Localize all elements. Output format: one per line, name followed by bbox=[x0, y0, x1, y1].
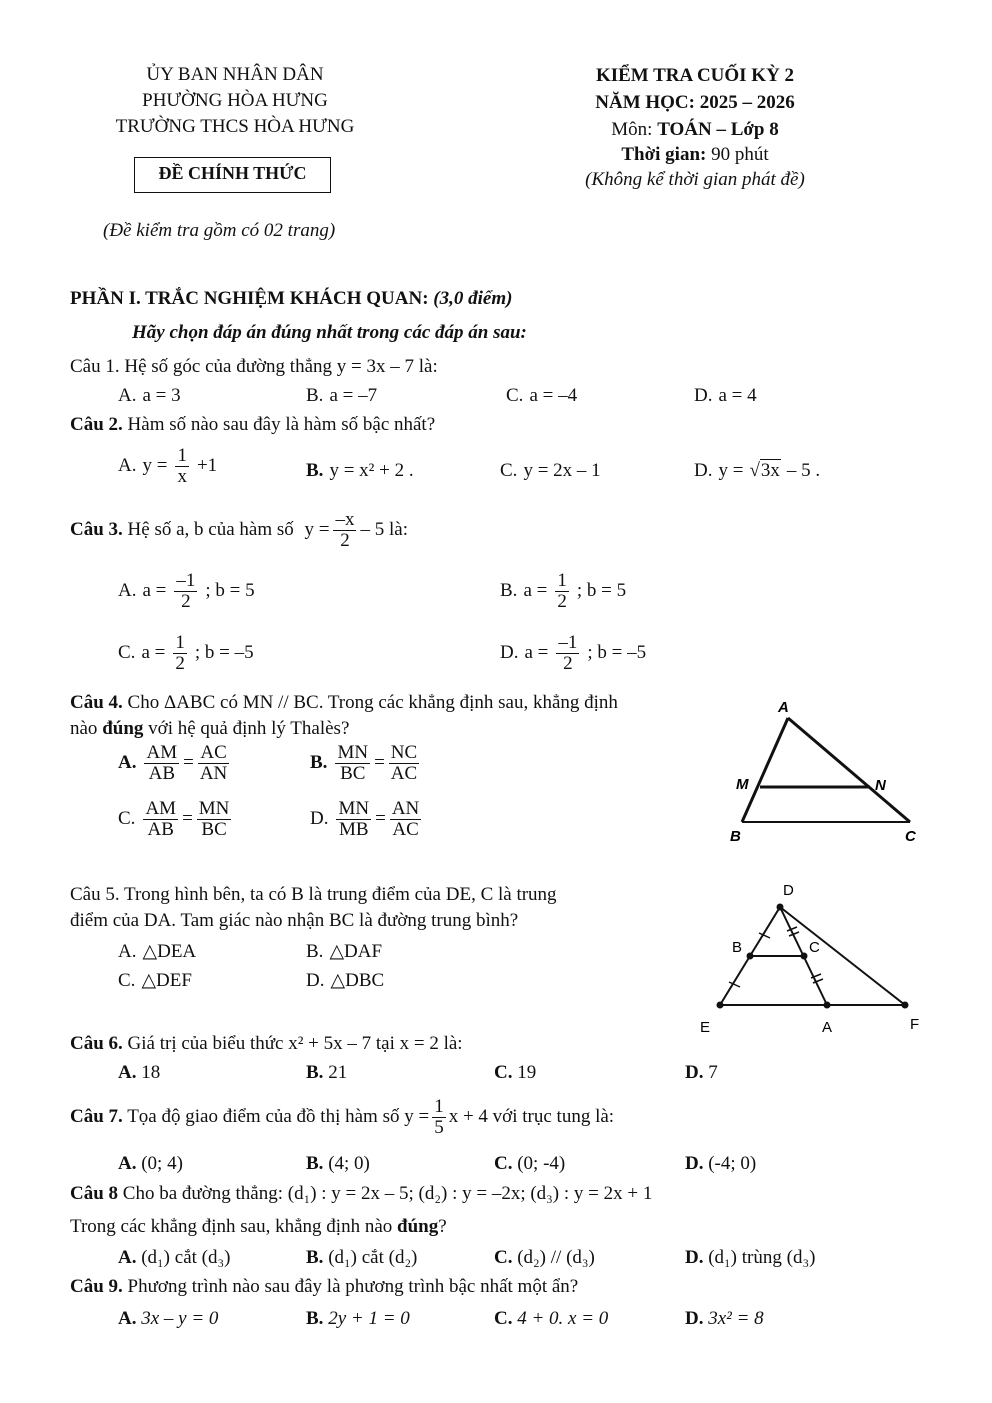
option-text: ; b = –5 bbox=[587, 642, 647, 664]
numerator: MN bbox=[198, 798, 230, 819]
denominator: 2 bbox=[557, 590, 567, 612]
point-e bbox=[717, 1002, 724, 1009]
numerator: –1 bbox=[176, 570, 196, 591]
option-text: a = 3 bbox=[142, 385, 181, 406]
option-letter: B. bbox=[500, 580, 518, 602]
q1-option-c[interactable] bbox=[506, 385, 577, 407]
q1-option-d[interactable] bbox=[694, 385, 757, 407]
label-a: A bbox=[778, 699, 789, 716]
point-f bbox=[902, 1002, 909, 1009]
option-text: – 5 . bbox=[786, 460, 821, 481]
official-stamp-text: ĐỀ CHÍNH THỨC bbox=[158, 163, 307, 183]
denominator: AN bbox=[199, 762, 228, 784]
option-letter: A. bbox=[118, 455, 137, 477]
expr-text: – 5 bbox=[360, 519, 385, 541]
option-text: ; b = 5 bbox=[576, 580, 627, 602]
option-letter: C. bbox=[506, 385, 524, 406]
question-expr: y = 3x – 7 bbox=[336, 356, 414, 377]
expr-text: y = bbox=[404, 1106, 430, 1128]
expr-text: y = bbox=[304, 519, 330, 541]
option-text: 21 bbox=[323, 1062, 348, 1083]
option-text: y = x² + 2 . bbox=[329, 460, 414, 481]
q4-option-c[interactable] bbox=[118, 799, 233, 840]
denominator: AC bbox=[390, 762, 418, 784]
authority-name: ỦY BAN NHÂN DÂN bbox=[146, 64, 324, 85]
q9-option-d[interactable] bbox=[685, 1308, 764, 1330]
part1-points: (3,0 điểm) bbox=[433, 288, 513, 309]
option-letter: A. bbox=[118, 1247, 137, 1268]
option-text: a = bbox=[141, 642, 166, 664]
q7-option-a[interactable] bbox=[118, 1153, 183, 1175]
exam-title: KIỂM TRA CUỐI KỲ 2 bbox=[595, 65, 795, 86]
fraction bbox=[335, 743, 370, 784]
fraction bbox=[175, 446, 189, 487]
option-letter: D. bbox=[500, 642, 519, 664]
question-text: Hệ số a, b của hàm số bbox=[122, 519, 299, 541]
numerator: MN bbox=[337, 742, 369, 763]
option-text: (0; -4) bbox=[512, 1153, 566, 1174]
option-letter: A. bbox=[118, 752, 137, 774]
option-letter: D. bbox=[685, 1308, 704, 1329]
question-8 bbox=[70, 1183, 652, 1205]
question-9 bbox=[70, 1276, 578, 1298]
numerator: 1 bbox=[434, 1096, 444, 1117]
option-letter: D. bbox=[310, 808, 329, 830]
q4-option-a[interactable] bbox=[118, 743, 231, 784]
option-letter: A. bbox=[118, 1062, 137, 1083]
equals-sign: = bbox=[183, 752, 194, 774]
q3-option-c[interactable] bbox=[118, 633, 254, 674]
option-letter: A. bbox=[118, 385, 137, 406]
ward-name: PHƯỜNG HÒA HƯNG bbox=[142, 90, 328, 111]
question-label: Câu 2. bbox=[70, 414, 123, 435]
q2-option-b[interactable] bbox=[306, 460, 414, 482]
numerator: AC bbox=[200, 742, 227, 763]
question-lines: (d₁) : y = 2x – 5; (d₂) : y = –2x; (d₃) : y = 2x + 1 bbox=[287, 1183, 653, 1204]
question-4-line1 bbox=[70, 692, 618, 714]
question-text: Hệ số góc của đường thẳng bbox=[119, 356, 337, 377]
pages-note: (Đề kiểm tra gồm có 02 trang) bbox=[103, 220, 336, 241]
denominator: AB bbox=[148, 762, 175, 784]
question-label: Câu 9. bbox=[70, 1276, 123, 1297]
denominator: 5 bbox=[434, 1116, 444, 1138]
fraction bbox=[174, 571, 197, 612]
q5-option-c[interactable] bbox=[118, 969, 192, 992]
equals-sign: = bbox=[182, 808, 193, 830]
q8-option-d[interactable] bbox=[685, 1247, 815, 1269]
label-n: N bbox=[875, 777, 886, 794]
q1-option-b[interactable] bbox=[306, 385, 377, 407]
option-text: △DEA bbox=[142, 941, 197, 962]
option-text: △DBC bbox=[330, 970, 385, 991]
numerator: 1 bbox=[557, 570, 567, 591]
label-e: E bbox=[700, 1019, 711, 1036]
segment-ab bbox=[742, 718, 788, 822]
option-letter: C. bbox=[494, 1247, 513, 1268]
emphasis: đúng bbox=[102, 718, 144, 739]
option-letter: C. bbox=[118, 642, 136, 664]
fraction bbox=[432, 1097, 446, 1138]
question-label: Câu 6. bbox=[70, 1033, 123, 1054]
q6-option-b[interactable] bbox=[306, 1062, 347, 1084]
option-text: 3x² = 8 bbox=[703, 1308, 764, 1329]
option-text: a = –7 bbox=[329, 385, 378, 406]
question-text: Trong hình bên, ta có B là trung điểm của DE, C là trung bbox=[119, 884, 557, 905]
question-text: với hệ quả định lý Thalès? bbox=[143, 718, 350, 739]
numerator: NC bbox=[390, 742, 418, 763]
denominator: BC bbox=[201, 818, 227, 840]
option-text: 19 bbox=[512, 1062, 537, 1083]
q2-option-d[interactable] bbox=[694, 460, 820, 482]
option-letter: A. bbox=[118, 1308, 137, 1329]
option-text: (d₁) cắt (d₃) bbox=[136, 1247, 231, 1268]
option-text: (4; 0) bbox=[323, 1153, 370, 1174]
denominator: AB bbox=[147, 818, 174, 840]
q7-option-c[interactable] bbox=[494, 1153, 565, 1175]
label-f: F bbox=[910, 1016, 920, 1033]
q2-option-a[interactable] bbox=[118, 446, 217, 487]
part1-title: PHẦN I. TRẮC NGHIỆM KHÁCH QUAN: bbox=[70, 288, 434, 309]
q5-option-d[interactable] bbox=[306, 969, 384, 992]
numerator: –x bbox=[335, 509, 355, 530]
q6-option-d[interactable] bbox=[685, 1062, 718, 1084]
q3-option-b[interactable] bbox=[500, 571, 626, 612]
fraction bbox=[143, 799, 178, 840]
q7-option-b[interactable] bbox=[306, 1153, 370, 1175]
question-5-line2: điểm của DA. Tam giác nào nhận BC là đường trung bình? bbox=[70, 910, 519, 931]
option-text: y = bbox=[142, 455, 168, 477]
question-text: nào bbox=[70, 718, 103, 739]
question-label: Câu 7. bbox=[70, 1106, 123, 1128]
question-6 bbox=[70, 1033, 463, 1055]
equals-sign: = bbox=[375, 808, 386, 830]
option-text: +1 bbox=[196, 455, 218, 477]
option-letter: C. bbox=[494, 1153, 513, 1174]
question-text: Giá trị của biểu thức bbox=[122, 1033, 289, 1054]
option-letter: D. bbox=[306, 969, 325, 991]
fraction bbox=[333, 510, 356, 551]
q3-option-a[interactable] bbox=[118, 571, 255, 612]
option-text: 4 + 0. x = 0 bbox=[512, 1308, 609, 1329]
question-label: Câu 1. bbox=[70, 356, 120, 377]
denominator: MB bbox=[339, 818, 369, 840]
option-letter: B. bbox=[306, 385, 324, 406]
q9-option-a[interactable] bbox=[118, 1308, 218, 1330]
option-letter: D. bbox=[685, 1153, 704, 1174]
option-letter: A. bbox=[118, 940, 137, 962]
question-text: tại bbox=[371, 1033, 400, 1054]
radicand: 3x bbox=[760, 460, 780, 481]
question-text: ? bbox=[438, 1216, 447, 1237]
q8-option-c[interactable] bbox=[494, 1247, 595, 1269]
option-letter: B. bbox=[306, 460, 324, 481]
numerator: AN bbox=[391, 798, 420, 819]
triangle-abc-figure bbox=[720, 690, 930, 850]
option-letter: C. bbox=[494, 1062, 513, 1083]
fraction bbox=[173, 633, 187, 674]
label-b: B bbox=[732, 939, 743, 956]
numerator: AM bbox=[146, 742, 178, 763]
option-letter: B. bbox=[306, 1247, 324, 1268]
fraction bbox=[336, 799, 371, 840]
denominator: BC bbox=[340, 762, 366, 784]
question-2 bbox=[70, 414, 435, 436]
q9-option-c[interactable] bbox=[494, 1308, 608, 1330]
header-left bbox=[70, 62, 400, 140]
label-b: B bbox=[730, 828, 741, 845]
question-text: Hàm số nào sau đây là hàm số bậc nhất? bbox=[122, 414, 436, 435]
fraction bbox=[555, 571, 569, 612]
q4-option-b[interactable] bbox=[310, 743, 421, 784]
expr-text: x + 4 bbox=[448, 1106, 488, 1128]
label-c: C bbox=[809, 939, 820, 956]
numerator: –1 bbox=[558, 632, 578, 653]
question-text: Trong các khẳng định sau, khẳng định nào bbox=[70, 1216, 397, 1237]
question-expr: x² + 5x – 7 bbox=[288, 1033, 372, 1054]
q1-option-a[interactable] bbox=[118, 385, 181, 407]
option-letter: C. bbox=[494, 1308, 513, 1329]
q5-option-a[interactable] bbox=[118, 940, 196, 963]
fraction bbox=[197, 799, 232, 840]
question-text: Cho ΔABC có MN // BC. Trong các khẳng định sau, khẳng định bbox=[122, 692, 618, 713]
question-text: Phương trình nào sau đây là phương trình bậc nhất một ẩn? bbox=[122, 1276, 579, 1297]
q5-option-b[interactable] bbox=[306, 940, 382, 963]
option-text: a = bbox=[142, 580, 167, 602]
question-label: Câu 8 bbox=[70, 1183, 119, 1204]
option-letter: D. bbox=[685, 1247, 704, 1268]
option-letter: C. bbox=[118, 808, 136, 830]
q8-option-a[interactable] bbox=[118, 1247, 230, 1269]
option-letter: B. bbox=[306, 1062, 324, 1083]
option-text: (d₁) cắt (d₂) bbox=[323, 1247, 418, 1268]
option-text: 3x – y = 0 bbox=[136, 1308, 219, 1329]
fraction bbox=[389, 743, 419, 784]
segment-ac bbox=[788, 718, 910, 822]
triangle-def-figure bbox=[690, 875, 940, 1040]
subject-label: Môn: bbox=[611, 119, 658, 140]
option-text: 2y + 1 = 0 bbox=[323, 1308, 410, 1329]
q3-option-d[interactable] bbox=[500, 633, 646, 674]
option-text: 18 bbox=[136, 1062, 161, 1083]
q8-option-b[interactable] bbox=[306, 1247, 417, 1269]
question-8-line2 bbox=[70, 1216, 447, 1238]
denominator: AC bbox=[392, 818, 419, 840]
question-4-line2 bbox=[70, 718, 349, 740]
denominator: 2 bbox=[181, 590, 191, 612]
option-text: (0; 4) bbox=[136, 1153, 183, 1174]
option-text: (-4; 0) bbox=[703, 1153, 757, 1174]
option-text: △DEF bbox=[141, 970, 192, 991]
q7-option-d[interactable] bbox=[685, 1153, 756, 1175]
option-text: a = bbox=[523, 580, 548, 602]
option-letter: C. bbox=[500, 460, 518, 481]
fraction bbox=[556, 633, 579, 674]
q4-option-d[interactable] bbox=[310, 799, 423, 840]
fraction bbox=[198, 743, 229, 784]
emphasis: đúng bbox=[397, 1216, 439, 1237]
point-a bbox=[824, 1002, 831, 1009]
q6-option-a[interactable] bbox=[118, 1062, 160, 1084]
question-tail: là: bbox=[384, 519, 408, 541]
point-d bbox=[777, 904, 784, 911]
option-text: a = 4 bbox=[718, 385, 757, 406]
option-letter: D. bbox=[685, 1062, 704, 1083]
option-text: a = bbox=[524, 642, 549, 664]
time-line bbox=[545, 143, 845, 167]
option-letter: B. bbox=[306, 1308, 324, 1329]
label-c: C bbox=[905, 828, 916, 845]
question-tail: với trục tung là: bbox=[487, 1106, 615, 1128]
label-a: A bbox=[822, 1019, 833, 1036]
part1-instruction: Hãy chọn đáp án đúng nhất trong các đáp án sau: bbox=[132, 322, 527, 343]
option-text: y = 2x – 1 bbox=[523, 460, 601, 481]
question-text: Cho ba đường thẳng: bbox=[118, 1183, 288, 1204]
denominator: 2 bbox=[340, 529, 350, 551]
option-text: 7 bbox=[703, 1062, 718, 1083]
label-d: D bbox=[783, 882, 794, 899]
fraction bbox=[144, 743, 179, 784]
option-letter: B. bbox=[310, 752, 328, 774]
school-year: NĂM HỌC: 2025 – 2026 bbox=[595, 92, 795, 113]
question-3 bbox=[70, 510, 408, 551]
question-7 bbox=[70, 1097, 614, 1138]
equals-sign: = bbox=[374, 752, 385, 774]
q2-option-c[interactable] bbox=[500, 460, 601, 482]
question-label: Câu 4. bbox=[70, 692, 123, 713]
option-text: △DAF bbox=[329, 941, 383, 962]
option-letter: C. bbox=[118, 969, 136, 991]
time-value: 90 phút bbox=[711, 144, 769, 165]
question-5-line1 bbox=[70, 884, 557, 906]
option-text: a = –4 bbox=[529, 385, 578, 406]
numerator: 1 bbox=[175, 632, 185, 653]
option-letter: D. bbox=[694, 460, 713, 481]
option-letter: A. bbox=[118, 1153, 137, 1174]
q9-option-b[interactable] bbox=[306, 1308, 410, 1330]
label-m: M bbox=[736, 776, 749, 793]
header-right bbox=[545, 62, 845, 193]
option-letter: B. bbox=[306, 940, 324, 962]
school-name: TRƯỜNG THCS HÒA HƯNG bbox=[115, 116, 355, 137]
option-letter: D. bbox=[694, 385, 713, 406]
question-cond: x = 2 bbox=[399, 1033, 439, 1054]
option-text: ; b = 5 bbox=[205, 580, 255, 602]
denominator: 2 bbox=[175, 652, 185, 674]
part1-heading bbox=[70, 288, 512, 310]
question-label: Câu 5. bbox=[70, 884, 120, 905]
question-label: Câu 3. bbox=[70, 519, 123, 541]
question-tail: là: bbox=[438, 1033, 463, 1054]
subject-line bbox=[545, 116, 845, 143]
question-text: Tọa độ giao điểm của đồ thị hàm số bbox=[122, 1106, 405, 1128]
time-note: (Không kể thời gian phát đề) bbox=[585, 169, 805, 190]
option-text: (d₁) trùng (d₃) bbox=[703, 1247, 816, 1268]
fraction bbox=[390, 799, 421, 840]
point-b bbox=[747, 953, 754, 960]
subject-value: TOÁN – Lớp 8 bbox=[657, 119, 779, 140]
question-tail: là: bbox=[413, 356, 438, 377]
denominator: x bbox=[177, 465, 187, 487]
q6-option-c[interactable] bbox=[494, 1062, 536, 1084]
option-text: (d₂) // (d₃) bbox=[512, 1247, 595, 1268]
option-text: y = bbox=[718, 460, 744, 481]
option-letter: B. bbox=[306, 1153, 324, 1174]
numerator: AM bbox=[145, 798, 177, 819]
numerator: 1 bbox=[177, 445, 187, 466]
denominator: 2 bbox=[563, 652, 573, 674]
point-c bbox=[801, 953, 808, 960]
question-1 bbox=[70, 356, 438, 378]
sqrt-expr: √3x bbox=[749, 460, 780, 481]
time-label: Thời gian: bbox=[621, 144, 712, 165]
option-text: ; b = –5 bbox=[194, 642, 254, 664]
option-letter: A. bbox=[118, 580, 137, 602]
numerator: MN bbox=[338, 798, 370, 819]
